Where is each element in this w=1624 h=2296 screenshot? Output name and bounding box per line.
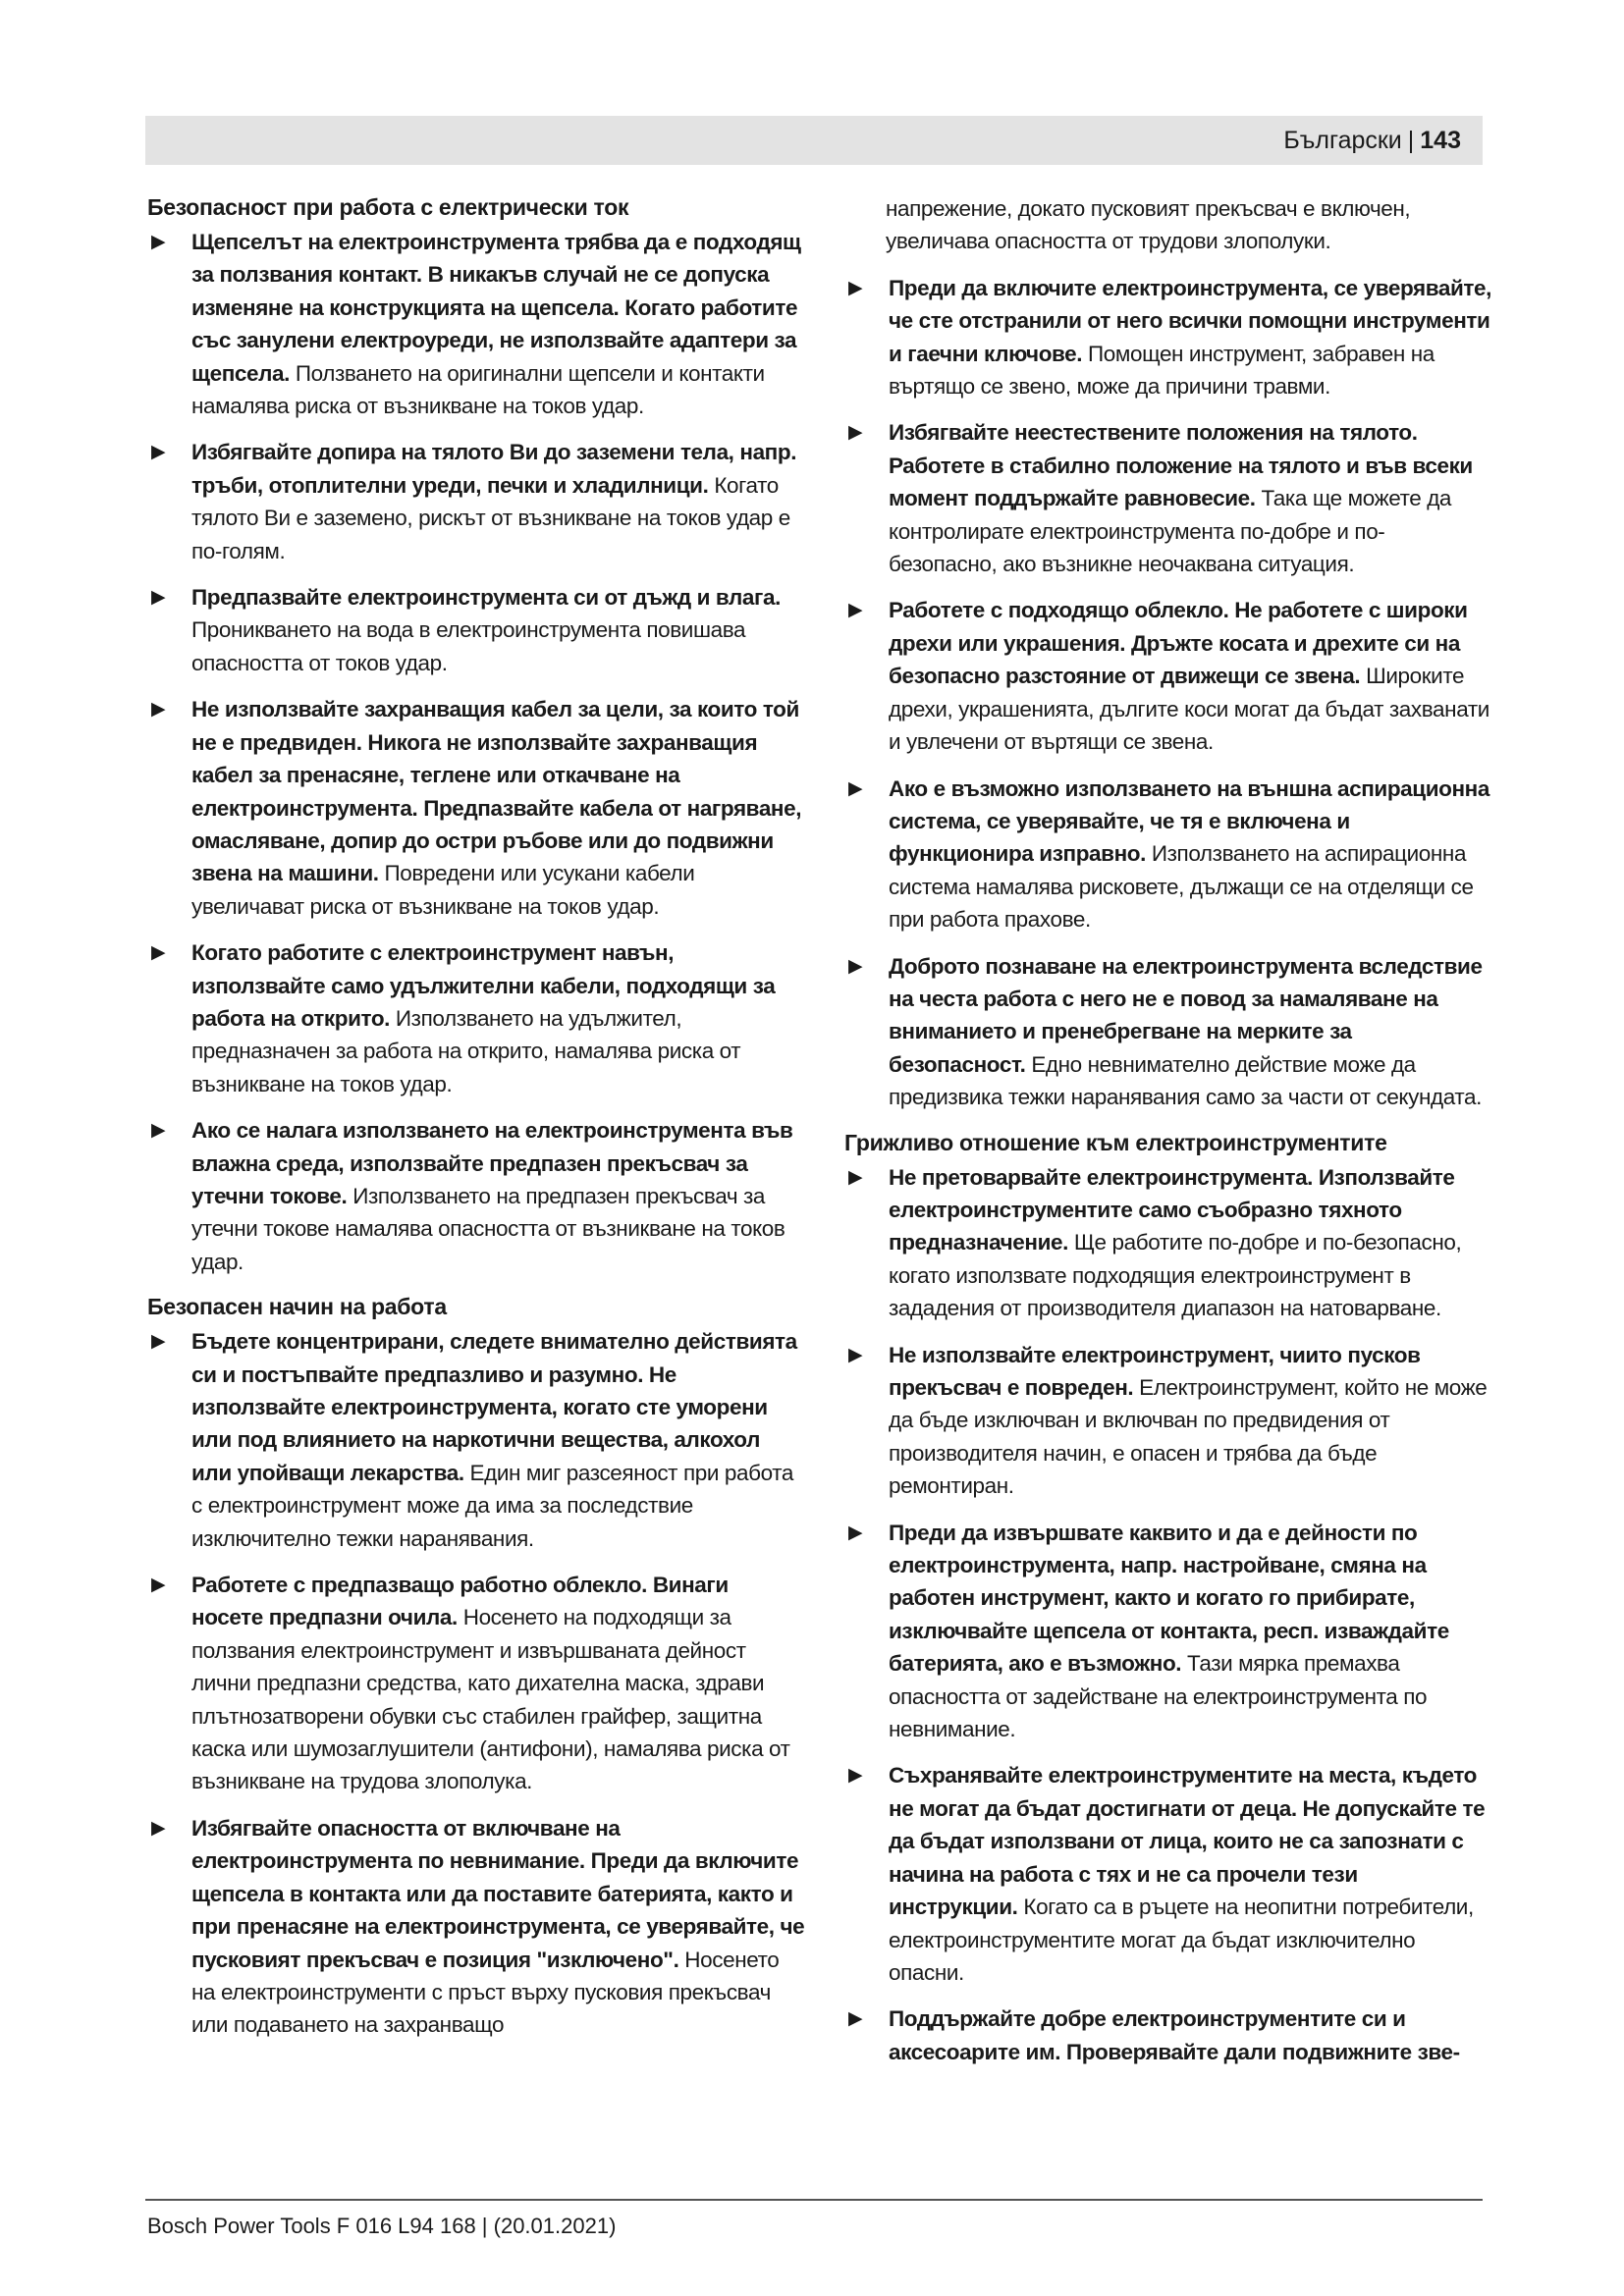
list-item: ▶ Не използвайте захранващия кабел за цели, за които той не е предвиден. Никога не използвайте захранващия кабел за пренасяне, теглене или откачване на електроинструмента. Предпазвайте кабела от нагряване, омасляване, допир до остри ръбове или до подвижни звена на машини. Повредени или усукани кабели увеличават риска от възникване на токов удар. (147, 693, 805, 923)
header-separator: | (1407, 127, 1415, 154)
left-column (147, 192, 805, 2056)
bullet-arrow-icon: ▶ (151, 699, 166, 721)
bullet-arrow-icon: ▶ (848, 600, 863, 621)
footer-text: Bosch Power Tools F 016 L94 168 | (20.01.2021) (147, 2214, 617, 2238)
bullet-arrow-icon: ▶ (151, 1331, 166, 1353)
page-number: 143 (1420, 127, 1461, 154)
bullet-arrow-icon: ▶ (848, 1522, 863, 1543)
list-item: ▶ Работете с подходящо облекло. Не работете с широки дрехи или украшения. Дръжте косата и дрехите си на безопасно разстояние от движещи се звена. Широките дрехи, украшенията, дългите коси могат да бъдат захванати и увлечени от въртящи се звена. (844, 594, 1492, 758)
bullet-arrow-icon: ▶ (848, 1166, 863, 1188)
list-item: ▶ Предпазвайте електроинструмента си от дъжд и влага. Проникването на вода в електроинструмента повишава опасността от токов удар. (147, 581, 805, 679)
footer-divider (145, 2199, 1483, 2201)
list-item: ▶ Щепселът на електроинструмента трябва да е подходящ за ползвания контакт. В никакъв случай не се допуска изменяне на конструкцията на щепсела. Когато работите със занулени електроуреди, не използвайте адаптери за щепсела. Ползването на оригинални щепсели и контакти намалява риска от възникване на токов удар. (147, 226, 805, 422)
list-item: ▶ Не претоварвайте електроинструмента. Използвайте електроинструментите само съобразно тяхното предназначение. Ще работите по-добре и по-безопасно, когато използвате подходящия електроинструмент в зададения от производителя диапазон на натоварване. (844, 1161, 1492, 1325)
bullet-arrow-icon: ▶ (848, 1344, 863, 1365)
bullet-arrow-icon: ▶ (151, 442, 166, 463)
header-language: Български (1283, 127, 1402, 154)
bullet-arrow-icon: ▶ (848, 777, 863, 799)
bullet-arrow-icon: ▶ (848, 277, 863, 298)
bullet-arrow-icon: ▶ (151, 232, 166, 252)
section-title-electrical: Безопасност при работа с електрически ток (147, 194, 629, 220)
continuation-text: напрежение, докато пусковият прекъсвач е включен, увеличава опасността от трудови злополуки. (886, 196, 1411, 254)
bullet-arrow-icon: ▶ (151, 942, 166, 964)
bullet-arrow-icon: ▶ (151, 1575, 166, 1596)
bullet-arrow-icon: ▶ (151, 587, 166, 609)
bullet-arrow-icon: ▶ (848, 2008, 863, 2030)
section-title-tool-care: Грижливо отношение към електроинструментите (844, 1129, 1387, 1155)
list-item: ▶ Не използвайте електроинструмент, чиито пусков прекъсвач е повреден. Електроинструмент, който не може да бъде изключван и включван по предвидения от производителя начин, е опасен и трябва да бъде ремонтиран. (844, 1339, 1492, 1503)
bullet-arrow-icon: ▶ (151, 1120, 166, 1142)
list-item: ▶ Бъдете концентрирани, следете внимателно действията си и постъпвайте предпазливо и разумно. Не използвайте електроинструмента, когато сте уморени или под влиянието на наркотични вещества, алкохол или упойващи лекарства. Един миг разсеяност при работа с електроинструмент може да има за последствие изключително тежки наранявания. (147, 1325, 805, 1555)
bullet-arrow-icon: ▶ (848, 1765, 863, 1787)
list-item: ▶ Избягвайте неестествените положения на тялото. Работете в стабилно положение на тялото и във всеки момент поддържайте равновесие. Така ще можете да контролирате електроинструмента по-добре и по-безопасно, ако възникне неочаквана ситуация. (844, 416, 1492, 580)
page-header (145, 116, 1483, 165)
list-item: ▶ Доброто познаване на електроинструмента вследствие на честа работа с него не е повод за намаляване на вниманието и пренебрегване на мерките за безопасност. Едно невнимателно действие може да предизвика тежки наранявания само за части от секундата. (844, 950, 1492, 1114)
list-item: ▶ Съхранявайте електроинструментите на места, където не могат да бъдат достигнати от деца. Не допускайте те да бъдат използвани от лица, които не са запознати с начина на работа с тях и не са прочели тези инструкции. Когато са в ръцете на неопитни потребители, електроинструментите могат да бъдат изключително опасни. (844, 1759, 1492, 1989)
header-label (1283, 127, 1461, 154)
list-item: ▶ Когато работите с електроинструмент навън, използвайте само удължителни кабели, подходящи за работа на открито. Използването на удължител, предназначен за работа на открито, намалява риска от възникване на токов удар. (147, 936, 805, 1100)
bullet-arrow-icon: ▶ (848, 955, 863, 977)
list-item: ▶ Избягвайте допира на тялото Ви до заземени тела, напр. тръби, отоплителни уреди, печки и хладилници. Когато тялото Ви е заземено, рискът от възникване на токов удар е по-голям. (147, 436, 805, 567)
right-column (844, 192, 1492, 2082)
list-item: ▶ Преди да включите електроинструмента, се уверявайте, че сте отстранили от него всички помощни инструменти и гаечни ключове. Помощен инструмент, забравен на въртящо се звено, може да причини травми. (844, 272, 1492, 403)
list-item: ▶ Поддържайте добре електроинструментите си и аксесоарите им. Проверявайте дали подвижните зве- (844, 2002, 1492, 2068)
list-item: ▶ Избягвайте опасността от включване на електроинструмента по невнимание. Преди да включите щепсела в контакта или да поставите батерията, както и при пренасяне на електроинструмента, се уверявайте, че пусковият прекъсвач е позиция "изключено". Носенето на електроинструменти с пръст върху пусковия прекъсвач или подаването на захранващо (147, 1812, 805, 2042)
list-item: ▶ Ако се налага използването на електроинструмента във влажна среда, използвайте предпазен прекъсвач за утечни токове. Използването на предпазен прекъсвач за утечни токове намалява опасността от възникване на токов удар. (147, 1114, 805, 1278)
list-item: ▶ Ако е възможно използването на външна аспирационна система, се уверявайте, че тя е включена и функционира изправно. Използването на аспирационна система намалява рисковете, дължащи се на отделящи се при работа прахове. (844, 773, 1492, 936)
bullet-arrow-icon: ▶ (151, 1817, 166, 1839)
bullet-arrow-icon: ▶ (848, 422, 863, 444)
section-title-work-safety: Безопасен начин на работа (147, 1294, 447, 1320)
list-item: ▶ Работете с предпазващо работно облекло. Винаги носете предпазни очила. Носенето на подходящи за ползвания електроинструмент и извършваната дейност лични предпазни средства, като дихателна маска, здрави плътнозатворени обувки със стабилен грайфер, защитна каска или шумозаглушители (антифони), намалява риска от възникване на трудова злополука. (147, 1569, 805, 1798)
list-item: ▶ Преди да извършвате каквито и да е дейности по електроинструмента, напр. настройване, смяна на работен инструмент, както и когато го прибирате, изключвайте щепсела от контакта, респ. изваждайте батерията, ако е възможно. Тази мярка премахва опасността от задействане на електроинструмента по невнимание. (844, 1517, 1492, 1746)
